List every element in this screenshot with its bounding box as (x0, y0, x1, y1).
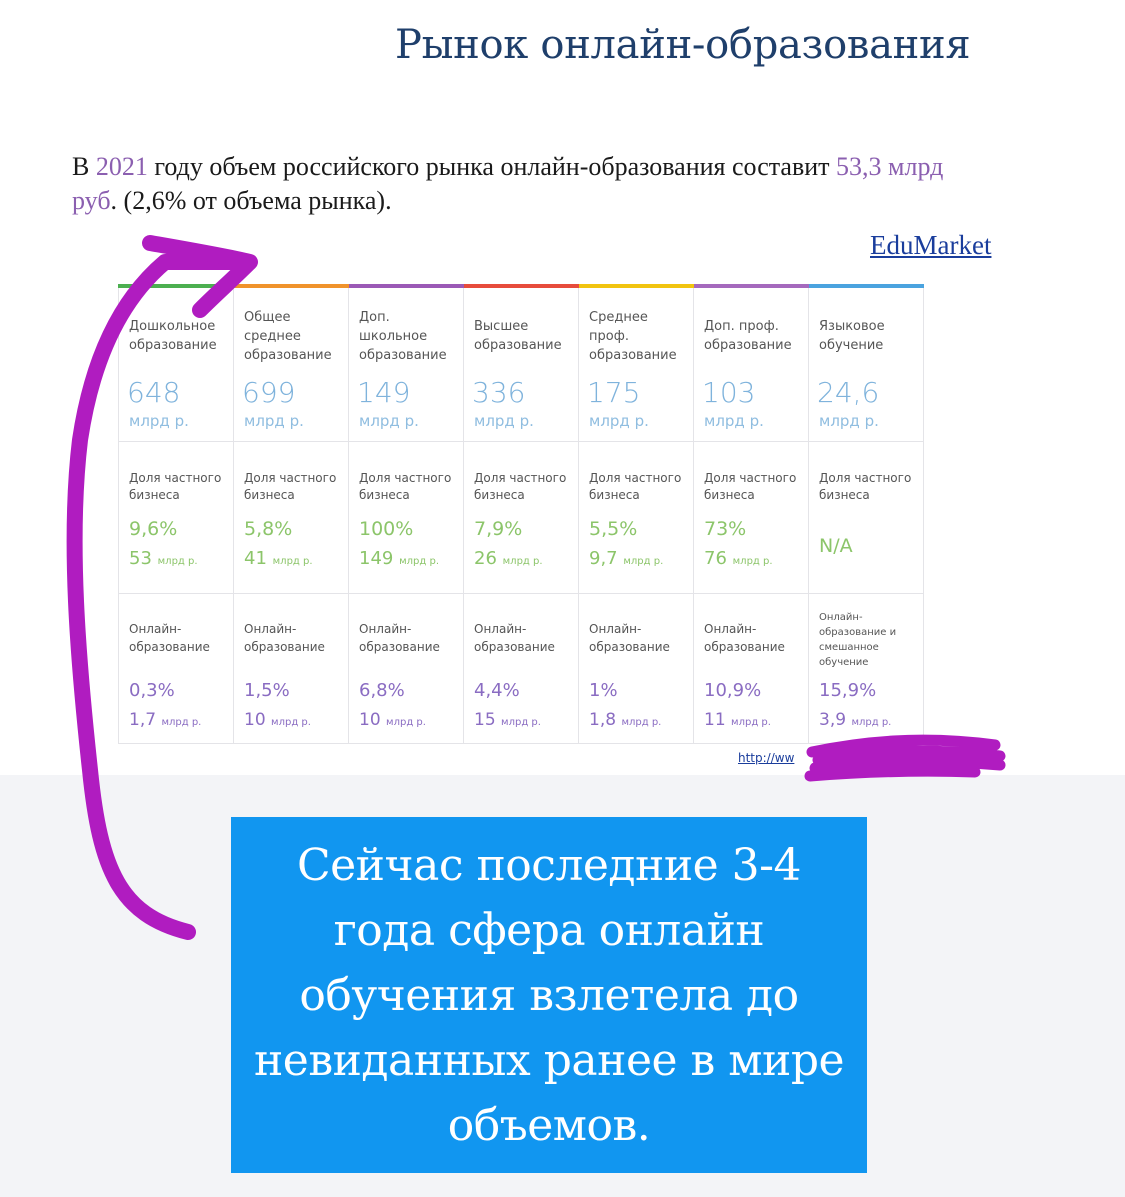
segment-unit: млрд р. (359, 412, 419, 430)
segment-value: 103 (702, 376, 756, 409)
private-share-percent: 100% (359, 517, 414, 540)
online-percent: 1% (589, 679, 618, 701)
online-amount-value: 1,7 (129, 709, 157, 730)
arrow-head-icon (150, 243, 250, 310)
online-amount-unit: млрд р. (501, 716, 541, 728)
private-share-label: Доля частного бизнеса (129, 470, 222, 502)
online-percent: 10,9% (704, 679, 762, 701)
intro-suffix: . (2,6% от объема рынка). (110, 186, 392, 215)
segment-value: 336 (472, 376, 526, 409)
online-amount-value: 3,9 (819, 709, 847, 730)
online-amount-unit: млрд р. (851, 716, 892, 728)
segment-unit: млрд р. (819, 412, 879, 430)
online-amount-value: 10 (244, 709, 266, 730)
caption-box (231, 817, 867, 1173)
hand-drawn-arrow-icon (75, 262, 248, 932)
segment-label: Языковое обучение (819, 319, 885, 353)
source-link[interactable]: EduMarket (870, 230, 992, 260)
intro-prefix: В (72, 152, 96, 181)
online-amount-unit: млрд р. (731, 716, 771, 728)
private-share-amount-unit: млрд р. (157, 555, 198, 567)
intro-middle: году объем российского рынка онлайн-образования составит (147, 152, 837, 181)
private-share-amount-value: 76 (704, 547, 727, 569)
segment-label: Доп. школьное образование (359, 309, 447, 363)
page-title: Рынок онлайн-образования (395, 22, 971, 68)
private-share-percent: 7,9% (474, 517, 523, 540)
online-amount-value: 15 (474, 709, 496, 730)
private-share-label: Доля частного бизнеса (704, 470, 797, 502)
private-share-amount-unit: млрд р. (272, 555, 313, 567)
segment-value: 648 (127, 376, 181, 409)
online-amount-value: 1,8 (589, 709, 617, 730)
online-label: Онлайн-образование и смешанное обучение (819, 611, 897, 668)
online-label: Онлайн-образование (589, 621, 670, 654)
private-share-label: Доля частного бизнеса (244, 470, 337, 502)
private-share-label: Доля частного бизнеса (359, 470, 452, 502)
private-share-label: Доля частного бизнеса (474, 470, 567, 502)
segment-label: Доп. проф. образование (704, 319, 792, 353)
online-percent: 4,4% (474, 679, 520, 701)
segment-label: Высшее образование (474, 319, 562, 353)
segment-unit: млрд р. (704, 412, 764, 430)
segment-unit: млрд р. (244, 412, 304, 430)
online-amount-unit: млрд р. (386, 716, 426, 728)
online-percent: 15,9% (819, 679, 877, 701)
online-label: Онлайн-образование (359, 621, 440, 654)
caption-text: Сейчас последние 3-4 года сфера онлайн обучения взлетела до невиданных ранее в мире объемов. (253, 839, 845, 1151)
private-share-percent: 5,8% (244, 517, 293, 540)
segment-unit: млрд р. (589, 412, 649, 430)
private-share-amount-unit: млрд р. (502, 555, 543, 567)
segment-unit: млрд р. (474, 412, 534, 430)
private-share-percent: 9,6% (129, 517, 178, 540)
private-share-amount-value: 41 (244, 547, 267, 569)
segment-label: Общее среднее образование (244, 309, 332, 363)
private-share-amount-value: 26 (474, 547, 497, 569)
segment-label: Среднее проф. образование (589, 309, 677, 363)
online-amount-unit: млрд р. (161, 716, 202, 728)
private-share-amount-value: 9,7 (589, 547, 618, 569)
private-share-amount-value: 53 (129, 547, 152, 569)
online-amount-value: 11 (704, 709, 726, 730)
intro-amount: 53,3 млрд руб (72, 152, 944, 215)
segment-label: Дошкольное образование (129, 319, 217, 353)
segment-value: 149 (357, 376, 411, 409)
private-share-percent: 5,5% (589, 517, 638, 540)
online-percent: 1,5% (244, 679, 290, 701)
private-share-label: Доля частного бизнеса (589, 470, 682, 502)
redaction-scribble-icon (810, 740, 1000, 776)
online-label: Онлайн-образование (474, 621, 555, 654)
segment-value: 175 (587, 376, 641, 409)
online-amount-value: 10 (359, 709, 381, 730)
intro-year: 2021 (95, 152, 148, 181)
private-share-na: N/A (819, 534, 853, 557)
online-amount-unit: млрд р. (271, 716, 311, 728)
private-share-amount-unit: млрд р. (623, 555, 664, 567)
online-label: Онлайн-образование (244, 621, 325, 654)
segment-value: 24,6 (817, 376, 880, 409)
segment-value: 699 (242, 376, 296, 409)
private-share-amount-value: 149 (359, 547, 394, 569)
private-share-percent: 73% (704, 517, 747, 540)
online-label: Онлайн-образование (129, 621, 210, 654)
private-share-label: Доля частного бизнеса (819, 470, 912, 502)
private-share-amount-unit: млрд р. (399, 555, 439, 567)
source-url[interactable]: http://ww (738, 751, 795, 765)
online-percent: 0,3% (129, 679, 175, 701)
online-amount-unit: млрд р. (621, 716, 662, 728)
segment-unit: млрд р. (129, 412, 189, 430)
private-share-amount-unit: млрд р. (732, 555, 773, 567)
online-label: Онлайн-образование (704, 621, 785, 654)
online-percent: 6,8% (359, 679, 405, 701)
